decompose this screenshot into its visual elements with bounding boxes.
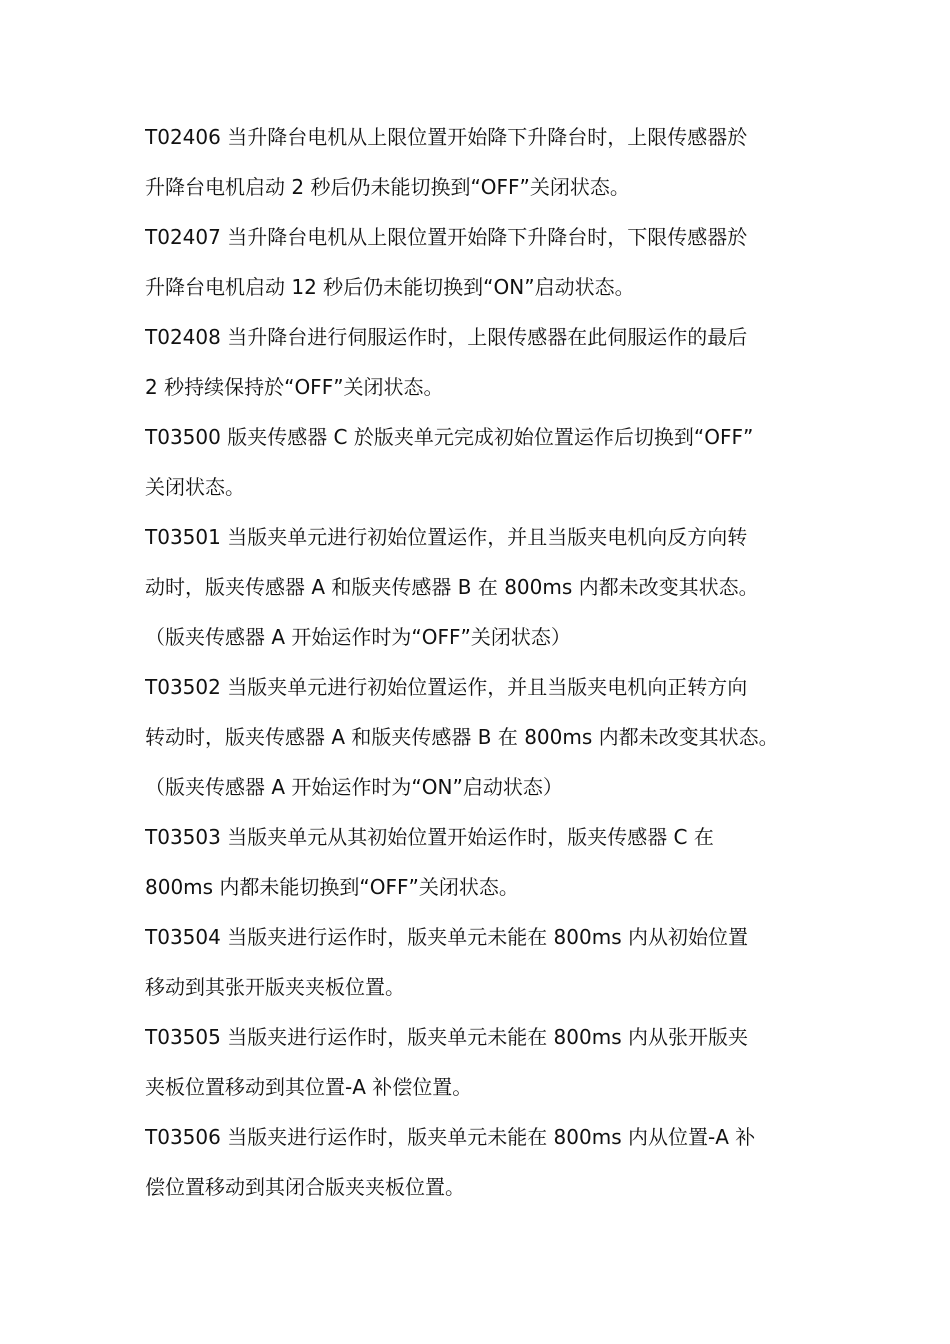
text-line: T02407 当升降台电机从上限位置开始降下升降台时，下限传感器於 xyxy=(145,225,748,249)
text-line: 转动时，版夹传感器 A 和版夹传感器 B 在 800ms 内都未改变其状态。 xyxy=(145,725,779,749)
text-line: 关闭状态。 xyxy=(145,475,245,499)
text-line: T03506 当版夹进行运作时，版夹单元未能在 800ms 内从位置-A 补 xyxy=(145,1125,756,1149)
text-line: T02406 当升降台电机从上限位置开始降下升降台时，上限传感器於 xyxy=(145,125,748,149)
text-line: （版夹传感器 A 开始运作时为“ON”启动状态） xyxy=(145,775,563,799)
text-line: 800ms 内都未能切换到“OFF”关闭状态。 xyxy=(145,875,519,899)
text-line: 偿位置移动到其闭合版夹夹板位置。 xyxy=(145,1175,465,1199)
text-line: T03503 当版夹单元从其初始位置开始运作时，版夹传感器 C 在 xyxy=(145,825,714,849)
text-line: T03501 当版夹单元进行初始位置运作，并且当版夹电机向反方向转 xyxy=(145,525,748,549)
text-line: T03505 当版夹进行运作时，版夹单元未能在 800ms 内从张开版夹 xyxy=(145,1025,748,1049)
text-line: T02408 当升降台进行伺服运作时，上限传感器在此伺服运作的最后 xyxy=(145,325,748,349)
text-line: T03502 当版夹单元进行初始位置运作，并且当版夹电机向正转方向 xyxy=(145,675,748,699)
text-line: T03500 版夹传感器 C 於版夹单元完成初始位置运作后切换到“OFF” xyxy=(145,425,754,449)
text-line: 夹板位置移动到其位置-A 补偿位置。 xyxy=(145,1075,473,1099)
text-line: 升降台电机启动 12 秒后仍未能切换到“ON”启动状态。 xyxy=(145,275,635,299)
text-line: 动时，版夹传感器 A 和版夹传感器 B 在 800ms 内都未改变其状态。 xyxy=(145,575,759,599)
text-line: 移动到其张开版夹夹板位置。 xyxy=(145,975,405,999)
text-line: （版夹传感器 A 开始运作时为“OFF”关闭状态） xyxy=(145,625,571,649)
text-line: 2 秒持续保持於“OFF”关闭状态。 xyxy=(145,375,444,399)
text-line: 升降台电机启动 2 秒后仍未能切换到“OFF”关闭状态。 xyxy=(145,175,630,199)
document-body xyxy=(145,112,815,1212)
text-line: T03504 当版夹进行运作时，版夹单元未能在 800ms 内从初始位置 xyxy=(145,925,748,949)
